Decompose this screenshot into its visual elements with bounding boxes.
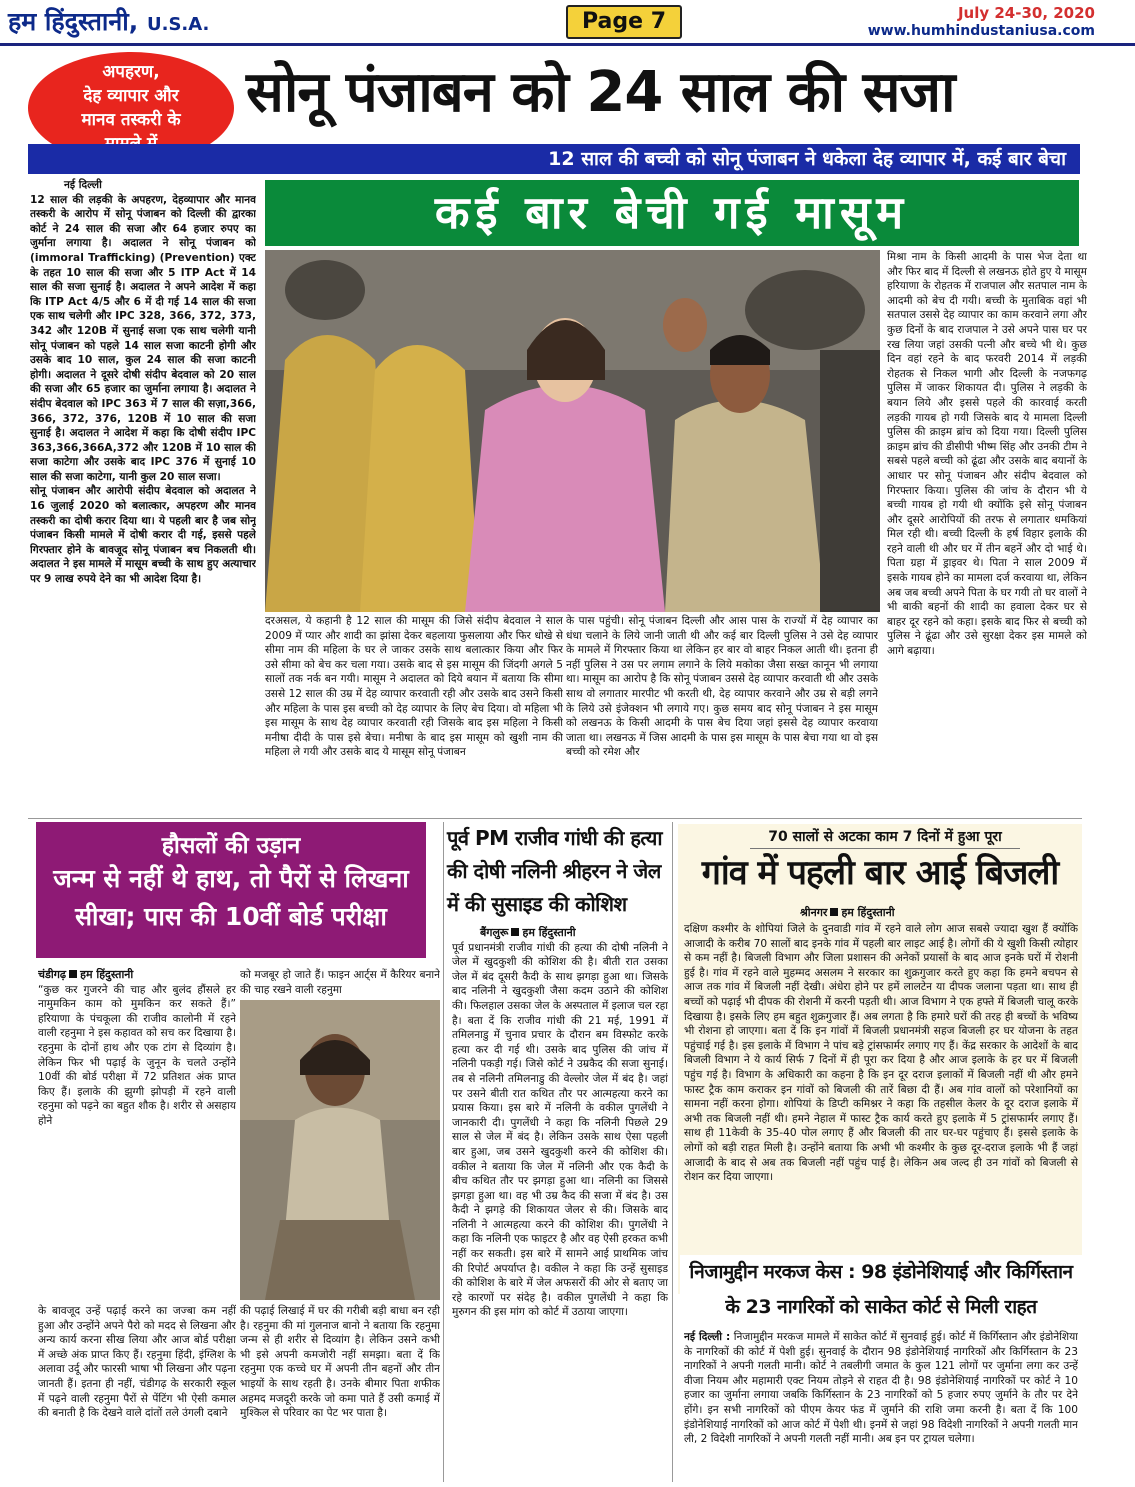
story2-headline: जन्म से नहीं थे हाथ, तो पैरों से लिखना सीखा; पास की 10वीं बोर्ड परीक्षा (53, 864, 409, 931)
story2-column-left (38, 968, 236, 1298)
top-story-kicker: अपहरण, देह व्यापार और मानव तस्करी के (28, 52, 234, 164)
top-story-column-1 (30, 178, 256, 818)
top-story-column-4: मिश्रा नाम के किसी आदमी के पास भेज देता था और फिर बाद में दिल्ली से लखनऊ होते हुए ये मासूम हरियाणा के रोहतक में राजपाल और सतपाल नाम के आदमी को बेच दी गयी। बच्ची के मुताबिक वहां भी सतपाल उससे देह व्यापार का काम करवाने लगा और कुछ दिनों के बाद राजपाल ने उसे अपने पास घर पर रख लिया जहां उसकी पत्नी और बच्चे भी थे। कुछ दिन वहां रहने के बाद फरवरी 2014 में लड़की रोहतक से निकल भागी और दिल्ली के नजफगढ़ पुलिस में जाकर शिकायत दी। पुलिस ने लड़की के बयान लिये और इससे पहले की कारवाई करती लड़की गायब हो गयी जिसके बाद ये मामला दिल्ली पुलिस की क्राइम ब्रांच को दिया गया। दिल्ली पुलिस क्राइम ब्रांच की डीसीपी भीष्म सिंह और उनकी टीम ने सबसे पहले बच्ची को ढूंढा और उसके बाद बयानों के आधार पर सोनू पंजाबन और संदीप बेदवाल को गिरफ्तार किया। पुलिस की जांच के दौरान भी ये बच्ची गायब हो गयी थी क्योंकि इसे सोनू पंजाबन और दूसरे आरोपियों की तरफ से लगातार धमकियां मिल रही थी। बच्ची दिल्ली के हर्ष विहार इलाके की रहने वाली थी और घर में तीन बहनें और दो भाई थे। पिता ग्रहा में ड्राइवर थे। पिता ने साल 2009 में इसके गायब होने का मामला दर्ज करवाया था, लेकिन अब जब बच्ची अपने पिता के घर गयी तो घर वालों ने भी बाकी बहनों की शादी का हवाला देकर घर से बाहर दूर रहने को कहा। इसके बाद फिर से बच्ची को पुलिस ने ढूंढा और उसे सुरक्षा देकर इस मामले को आगे बढ़ाया। (887, 251, 1087, 658)
paragraph: पूर्व प्रधानमंत्री राजीव गांधी की हत्या की दोषी नलिनी ने जेल में खुदकुशी की कोशिश की है। बीती रात उसका जेल में बंद दूसरी कैदी के साथ झगड़ा हुआ था। जिसके बाद नलिनी ने खुदकुशी जैसा कदम उठाने की कोशिश की। फिलहाल उसका जेल के अस्पताल में इलाज चल रहा है। बता दें कि राजीव गांधी की 21 मई, 1991 में तमिलनाडु में चुनाव प्रचार के दौरान बम विस्फोट करके हत्या कर दी गई थी। उसके बाद पुलिस की जांच में नलिनी पकड़ी गई। जिसे कोर्ट ने उम्रकैद की सजा सुनाई। तब से नलिनी तमिलनाडु की वेल्लोर जेल में बंद है। जहां पर उसने बीती रात कथित तौर पर आत्महत्या करने का प्रयास किया। इस बारे में नलिनी के वकील पुगलेंधी ने जानकारी दी। पुगलेंधी ने कहा कि नलिनी पिछले 29 साल से जेल में बंद है। लेकिन उसके साथ ऐसा पहली बार हुआ, जब उसने खुदकुशी करने की कोशिश की। वकील ने बताया कि जेल में नलिनी और एक कैदी के बीच कथित तौर पर झगड़ा हुआ था। नलिनी का जिससे झगड़ा हुआ था। वह भी उम्र कैद की सजा में बंद है। उस कैदी ने झगड़े की शिकायत जेलर से की। जिसके बाद नलिनी ने आत्महत्या करने की कोशिश की। पुगलेंधी ने कहा कि नलिनी एक फाइटर है और वह ऐसी हरकत कभी नहीं कर सकती। इस बारे में सामने आई प्राथमिक जांच की रिपोर्ट अपर्याप्त है। वकील ने कहा कि उन्हें सुसाइड की कोशिश के बारे में जेल अफसरों की ओर से बताए जा रहे कारणों पर संदेह है। वकील पुगलेंधी ने कहा कि मुरुगन की इस मांग को कोर्ट में उठाया जाएगा। (452, 941, 668, 1319)
story2-column-right-bottom: की पढ़ाई लिखाई में घर की गरीबी बड़ी बाधा बन रही है। रहनुमा की मां गुलनाज बानो ने बताया कि रहनुमा जन्म से ही शरीर से दिव्यांग है। लेकिन उसने कभी भी इसे अपनी कमजोरी नहीं समझा। बता दें कि रहनुमा एक कच्चे घर में अपनी तीन बहनों और तीन भाइयों के साथ रहती है। उनके बीमार पिता शफीक अहमद मजदूरी करके जो कमा पाते हैं उसी कमाई में मुश्किल से परिवार का पेट भर पाता है। (240, 1305, 440, 1420)
top-story-column-2: दरअसल, ये कहानी है 12 साल की मासूम की जिसे संदीप बेदवाल ने साल 2009 में प्यार और शादी का झांसा देकर बहलाया फुसलाया और फिर धोखे से सीमा नाम की महिला के घर ले जाकर उसके साथ बलात्कार किया और फिर उसे सीमा को बेच कर चला गया। उसके बाद से इस मासूम की जिंदगी अगले 5 सालों तक नर्क बन गयी। मासूम ने अदालत को दिये बयान में बताया कि सीमा उससे 12 साल की उम्र में देह व्यापार करवाती रही और उसके बाद उसने किसी और महिला के पास इस बच्ची को देह व्यापार के लिए बेच दिया। वो महिला भी इस मासूम के साथ देह व्यापार करवाती रही जिसके बाद इस महिला ने किसी मनीषा दीदी के पास इसे बेचा। मनीषा के बाद इस मासूम को खुशी नाम की महिला ले गयी और उसके बाद ये मासूम सोनू पंजाबन (265, 615, 563, 759)
issue-date: July 24-30, 2020 (957, 4, 1095, 22)
story2-column-right-top: को मजबूर हो जाते हैं। फाइन आर्ट्स में कैरियर बनाने की चाह रखने वाली रहनुमा (240, 969, 440, 996)
news-photo-student (240, 1000, 440, 1300)
byline: बैंगलुरू हम हिंदुस्तानी (480, 926, 576, 939)
story3-headline: पूर्व PM राजीव गांधी की हत्या की दोषी नलिनी श्रीहरन ने जेल में की सुसाइड की कोशिश (447, 826, 663, 916)
story3-body (452, 926, 668, 1482)
page-number: Page 7 (566, 5, 682, 39)
website-link[interactable]: www.humhindustaniusa.com (867, 23, 1095, 39)
news-photo-arrest (265, 250, 880, 612)
page-header (0, 0, 1135, 46)
top-story-subheadline: 12 साल की बच्ची को सोनू पंजाबन ने धकेला देह व्यापार में, कई बार बेचा (28, 144, 1080, 174)
paragraph: निजामुद्दीन मरकज मामले में साकेत कोर्ट में सुनवाई हुई। कोर्ट में किर्गिस्तान और इंडोनेशिया के नागरिकों की कोर्ट में पेशी हुई। सुनवाई के दौरान 98 इंडोनेशियाई नागरिकों और किर्गिस्तान के 23 नागरिकों ने अपनी गलती मानी। कोर्ट ने तबलीगी जमात के कुल 121 लोगों पर जुर्माना लगा कर उन्हें वीजा नियम और महामारी एक्ट नियम तोड़ने से राहत दी है। 98 इंडोनेशियाई नागरिकों पर कोर्ट ने 10 हजार का जुर्माना लगाया जबकि किर्गिस्तान के 23 नागरिकों को 5 हजार रुपए जुर्माने के तौर पर देने होंगे। इन सभी नागरिकों को पीएम केयर फंड में जुर्माने की राशि जमा करनी है। बता दें कि 100 इंडोनेशियाई नागरिकों को आज कोर्ट में पेशी थी। इनमें से जहां 98 विदेशी नागरिकों ने अपनी गलती मान ली, 2 विदेशी नागरिकों ने अपनी गलती नहीं मानी। अब इन पर ट्रायल चलेगा। (684, 1331, 1078, 1446)
column-divider (672, 822, 673, 1482)
story4-byline: श्रीनगर हम हिंदुस्तानी (800, 906, 895, 919)
story2-kicker: हौसलों की उड़ान (161, 833, 301, 859)
dateline: नई दिल्ली (64, 179, 102, 191)
byline: चंडीगढ़ हम हिंदुस्तानी (38, 968, 134, 981)
story4-headline: गांव में पहली बार आई बिजली (701, 853, 1059, 893)
story4-kicker: 70 सालों से अटका काम 7 दिनों में हुआ पूरा (750, 827, 1020, 849)
story2-column-left-bottom: के बावजूद उन्हें पढ़ाई करने का जज्बा कम नहीं हुआ और उन्होंने अपने पैरो को मदद से लिखना और अन्य कार्य करना सीख लिया और आज बोर्ड परीक्षा में अच्छे अंक प्राप्त किए हैं। रहनुमा हिंदी, इंग्लिश के अलावा उर्दू और फारसी भाषा भी लिखना और पढ़ना जानती हैं। इतना ही नहीं, चंडीगढ़ के सरकारी स्कूल में पढ़ने वाली रहनुमा पैरों से पेंटिंग भी ऐसी कमाल की बनाती है कि देखने वाले दांतों तले उंगली दबाने (38, 1305, 236, 1420)
masthead: हम हिंदुस्तानी, U.S.A. (8, 7, 210, 36)
dateline: नई दिल्ली : (684, 1331, 731, 1343)
paragraph: 12 साल की लड़की के अपहरण, देहव्यापार और मानव तस्करी के आरोप में सोनू पंजाबन को दिल्ली की द्वारका कोर्ट ने 24 साल की सजा और 64 हजार रुपए का जुर्माना लगाया है। अदालत ने सोनू पंजाबन को (immoral Trafficking) (Prevention) एक्ट के तहत 10 साल की सजा और 5 ITP Act में 14 साल की सजा सुनाई है। अदालत ने अपने आदेश में कहा कि ITP Act 4/5 और 6 में दी गई 14 साल की सजा एक साथ चलेगी और IPC 328, 366, 372, 373, 342 और 120B में सुनाई सजा एक साथ चलेगी यानी सोनू पंजाबन को पहले 14 साल सजा काटनी होगी और उसके बाद 10 साल, कुल 24 साल की सजा काटनी होगी। अदालत ने दूसरे दोषी संदीप बेदवाल को 20 साल की सजा और 65 हजार का जुर्माना लगाया है। अदालत ने संदीप बेदवाल को IPC 363 में 7 साल की सज़ा,366, 366, 372, 376, 120B में 10 साल की सजा सुनाई है। अदालत ने आदेश में कहा कि दोषी संदीप IPC 363,366,366A,372 और 120B में 10 साल की सजा काटेगा और उसके बाद IPC 376 में सुनाई 10 साल की सजा काटेगा, यानी कुल 20 साल सजा। (30, 193, 256, 483)
paragraph: “कुछ कर गुजरने की चाह और बुलंद हौंसले हर नामुमकिन काम को मुमकिन कर सकते हैं।” हरियाणा के पंचकूला की राजीव कालोनी में रहने वाली रहनुमा ने इस कहावत को सच कर दिखाया है। रहनुमा के दोनों हाथ और एक टांग से दिव्यांग है। लेकिन फिर भी पढ़ाई के जुनून के चलते उन्होंने 10वीं की बोर्ड परीक्षा में 72 प्रतिशत अंक प्राप्त किए हैं। इलाके की झुग्गी झोपड़ी में रहने वाली रहनुमा को पढ़ने का बहुत शौक है। शरीर से असहाय होने (38, 983, 236, 1127)
top-story-headline: सोनू पंजाबन को 24 साल की सजा (246, 60, 955, 125)
top-story-banner: कई बार बेची गई मासूम (265, 180, 1079, 246)
top-story-column-3: के पास पहुंची। सोनू पंजाबन दिल्ली और आस पास के राज्यों में देह व्यापार का धंधा चलाने के लिये जानी जाती थी और कई बार दिल्ली पुलिस ने उसे देह व्यापार के मामले में गिरफ्तार किया था लेकिन हर बार वो बाहर निकल आती थी। इतना ही नहीं पुलिस ने उस पर लगाम लगाने के लिये मकोका जैसा सख्त कानून भी लगाया था। मासूम का आरोप है कि सोनू पंजाबन उससे देह व्यापार करवाती थी और उसके साथ वो लगातार मारपीट भी करती थी, देह व्यापार करवाने और उम्र से बड़ी लगने के लिये उसे इंजेक्शन भी लगाये गए। कुछ समय बाद सोनू पंजाबन ने इस मासूम को लखनऊ के किसी आदमी के पास बेच दिया जहां इससे देह व्यापार करवाया जाता था। लखनऊ में जिस आदमी के पास इस मासूम के पास बेचा गया था वो इस बच्ची को रमेश और (566, 615, 878, 759)
section-divider (28, 818, 1082, 819)
column-divider (443, 822, 444, 1482)
story5-headline: निजामुद्दीन मरकज केस : 98 इंडोनेशियाई और किर्गिस्तान के 23 नागरिकों को साकेत कोर्ट से मिली राहत (680, 1255, 1082, 1325)
story5-body (684, 1330, 1078, 1480)
paragraph: सोनू पंजाबन और आरोपी संदीप बेदवाल को अदालत ने 16 जुलाई 2020 को बलात्कार, अपहरण और मानव तस्करी का दोषी करार दिया था। ये पहली बार है जब सोनू पंजाबन किसी मामले में दोषी करार दी गई, इससे पहले गिरफ्तार होने के बावजूद सोनू पंजाबन बच निकलती थी। अदालत ने इस मामले में मासूम बच्ची के साथ हुए अत्याचार पर 9 लाख रुपये देने का भी आदेश दिया है। (30, 485, 256, 586)
story4-body: दक्षिण कश्मीर के शोपियां जिले के दुनवाडी गांव में रहने वाले लोग आज सबसे ज्यादा खुश हैं क्योंकि आजादी के करीब 70 सालों बाद इनके गांव में पहली बार लाइट आई है। लोगों की ये खुशी किसी त्योहार से कम नहीं है। बिजली विभाग और जिला प्रशासन की अनेकों प्रयासों के बाद आज इनके घरों में रोशनी हुई है। गांव में रहने वाले मुहम्मद असलम ने सरकार का शुक्रगुजार करते हुए कहा कि हमने बचपन से आज तक गांव में बिजली नहीं देखी। अंधेरा होने पर हमें लालटेन या दीपक जलाना पड़ता था। साथ ही बच्चों को पढ़ाई भी दीपक की रोशनी में करनी पड़ती थी। आज विभाग ने एक हफ्ते में बिजली चालू करके दिखाया है। इसके लिए हम बहुत शुक्रगुजार हैं। अब लगता है कि हमारे घरों की तरह ही बच्चों के भविष्य भी रोशना हो जाएगा। बता दें कि इन गांवों में बिजली प्रधानमंत्री सहज बिजली हर घर योजना के तहत पहुंचाई गई है। इस इलाके में विभाग ने पांच बड़े ट्रांसफार्मर लगाए गए हैं। केंद्र सरकार के आदेशों के बाद बिजली विभाग ने ये कार्य सिर्फ 7 दिनों में ही पूरा कर दिया है और आज इलाके के हर घर में बिजली पहुंच गई है। विभाग के अधिकारी का कहना है कि इन दूर दराज इलाकों में बिजली नहीं थी और हमने फास्ट ट्रैक काम कराकर इन गांवों को बिजली की तारें बिछा दी हैं। अब गांव वालों को परेशानियों का सामना नहीं करना होगा। शोपियां के डिप्टी कमिश्नर ने कहा कि तहसील केलर के दूर दराज इलाके में अभी तक बिजली नहीं थी। हमने नेहाल में फास्ट ट्रैक कार्य करते हुए इलाके में 5 ट्रांसफार्मर लगाए हैं। साथ ही 11केवी के 35-40 पोल लगाए हैं और बिजली की तार घर-घर पहुंचाए हैं। इससे इलाके के लोगों को बड़ी राहत मिली है। उन्होंने बताया कि अभी भी कश्मीर के कुछ दूर-दराज इलाके भी हैं जहां आजादी के बाद से अब तक बिजली नहीं पहुंच पाई है। लेकिन अब जल्द ही उन गांवों को बिजली से रोशन कर दिया जाएगा। (684, 923, 1078, 1184)
story2-header (36, 822, 426, 958)
